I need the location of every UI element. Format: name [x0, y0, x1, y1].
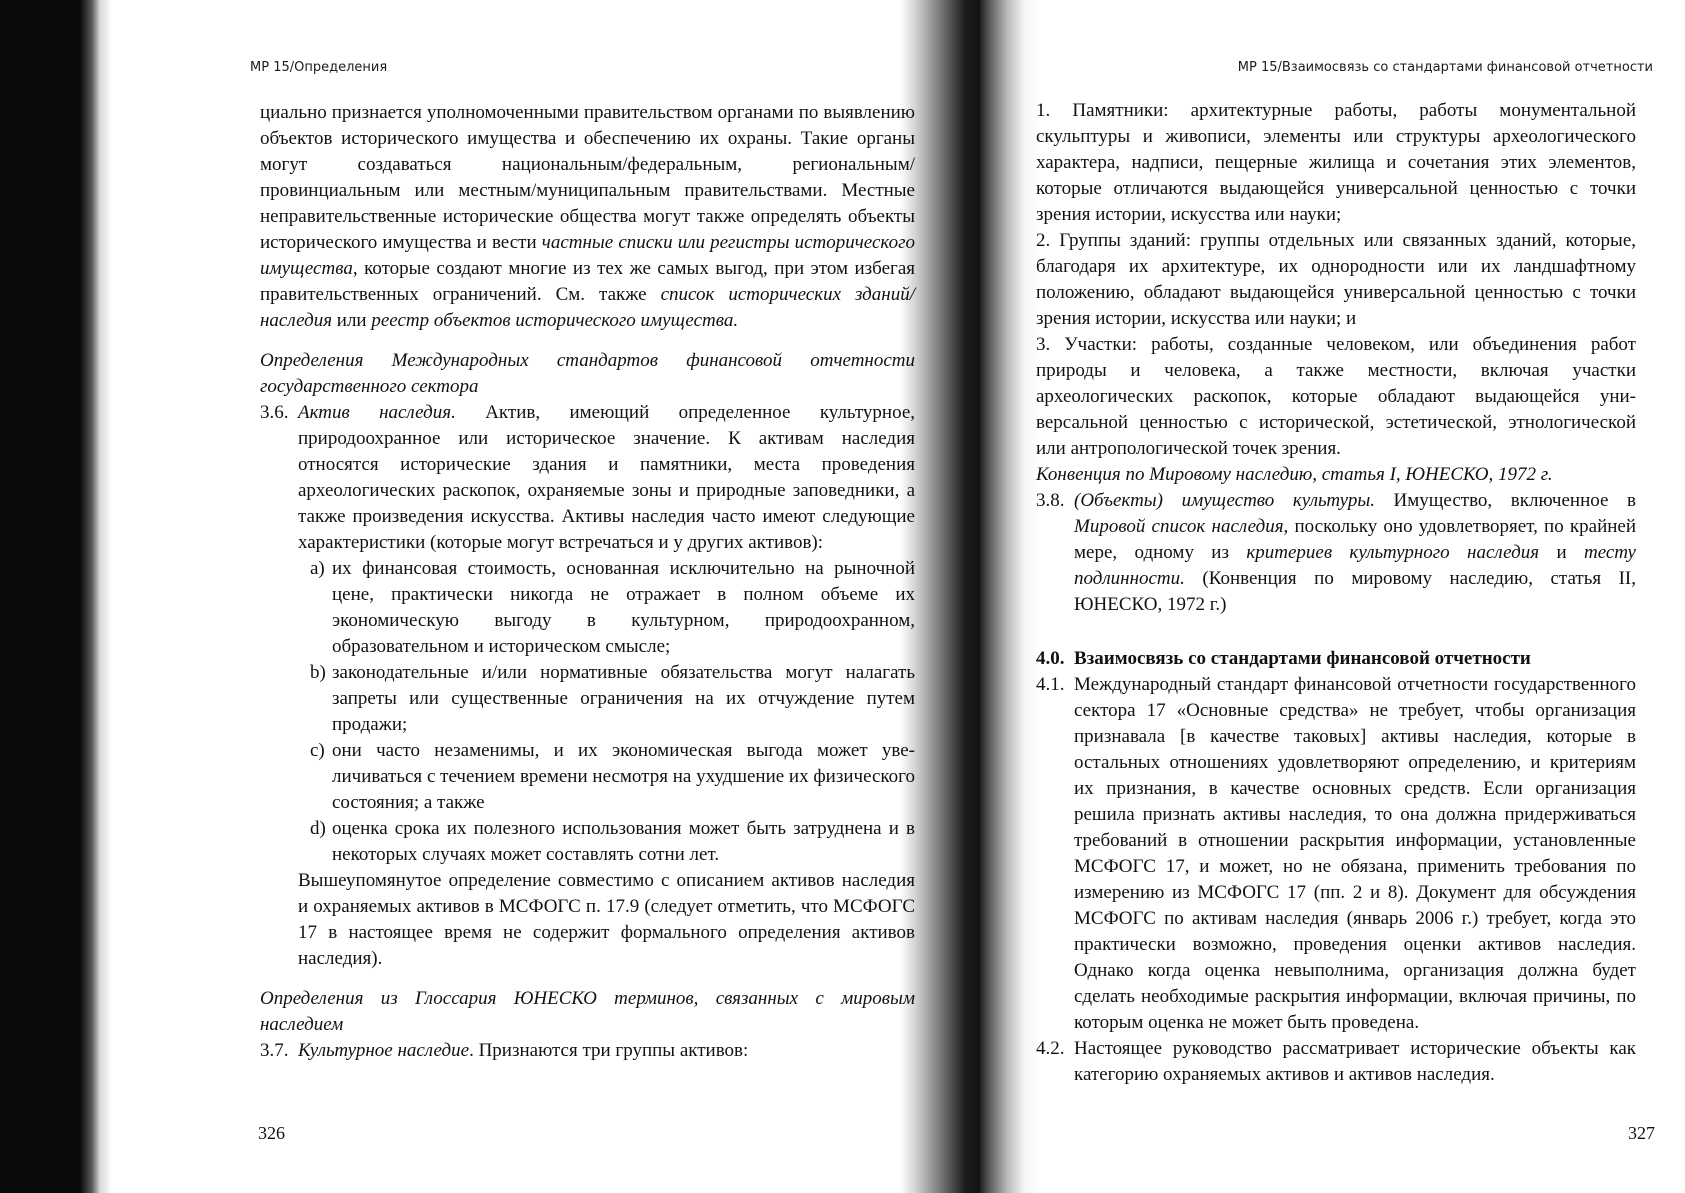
section-body: Международный стандарт финансовой отчетности государственного сектора 17 «Основные средства» не требует, чтобы организация признавала [в качестве таковых] активы наследия, которые в остальных отношениях удовлетворяют определению, и критериям их признания, в качестве основных средств. Если организация решила признать активы наследия, то она должна придерживаться требований в отношении раскрытия информации, установленные МСФОГС 17, и может, но не обязана, применить требования по измерению из МСФОГС 17 (пп. 2 и 8). Документ для обсуждения МСФОГС по активам наследия (январь 2006 г.) требует, когда это практически возможно, проведения оценки активов наследия. Однако когда оценка невыполнима, организация должна будет сделать необходимые раскрытия информации, включая причины, по которым оценка не может быть проведена.: [1074, 674, 1636, 1033]
section-title: Взаимосвязь со стандартами финансовой отчетности: [1074, 648, 1531, 669]
text-run: Актив, имеющий определенное культурное, природоохранное или историческое значение. К активам наследия относятся исторические здания и памятники, места проведения археологических раскопок, охраняемые зоны и природные заповедники, а также произведения искусства. Активы наследия часто имеют следующие характеристики (которые могут встречаться и у других активов):: [298, 402, 915, 553]
text-run: (Конвенция по мировому наследию, статья II, ЮНЕСКО, 1972 г.): [1074, 568, 1636, 615]
text-run: , которые создают многие из тех же самых выгод, при этом избегая правительственных ограничений. См. также: [260, 258, 915, 305]
text-run: циально признается уполномоченными правительством органами по выявлению объектов исторического имущества и обеспечению их охраны. Такие органы могут создаваться национальным/федеральным, региональным/провинциальным или местным/муниципальным правительствами. Местные неправительственные исторические общества могут также определять объекты исторического имущества и вести: [260, 102, 915, 253]
list-item-text: законодательные и/или нормативные обязательства могут налагать запреты или существенные ограничения на их отчуждение путем продажи;: [332, 662, 915, 735]
list-item-text: их финансовая стоимость, основанная исключительно на рыночной цене, практически никогда не отражает в полном объеме их экономическую выгоду в культурном, природоохранном, образовательном и историческом смысле;: [332, 558, 915, 657]
text-run: частные списки или регистры исторического имущества: [260, 232, 915, 279]
unesco-glossary-heading: Определения из Глоссария ЮНЕСКО терминов, связанных с мировым наследием: [260, 988, 915, 1035]
text-run: критериев культурного наследия: [1246, 542, 1540, 563]
list-item: [298, 556, 915, 660]
list-item: [298, 816, 915, 868]
list-item: [298, 660, 915, 738]
text-run: и: [1539, 542, 1584, 563]
section-number: 4.2.: [1036, 1038, 1065, 1059]
section-4-2: [1036, 1036, 1636, 1088]
text-run: Культурное наследие: [298, 1040, 470, 1061]
list-marker: b): [310, 662, 326, 683]
section-body: Настоящее руководство рассматривает исторические объекты как категорию охраняемых активов и активов наследия.: [1074, 1038, 1636, 1085]
right-running-header: МР 15/Взаимосвязь со стандартами финансовой отчетности: [1237, 60, 1653, 75]
section-number: 3.7.: [260, 1040, 289, 1061]
left-running-header: МР 15/Определения: [250, 60, 388, 75]
section-body: [1074, 488, 1636, 618]
section-number: 3.8.: [1036, 490, 1065, 511]
text-run: Мировой список наследия: [1074, 516, 1284, 537]
section-4-0-heading: [1036, 646, 1636, 672]
text-run: реестр объектов исторического имущества.: [371, 310, 739, 331]
text-run: тесту подлинности.: [1074, 542, 1636, 589]
section-number: 4.0.: [1036, 648, 1065, 669]
group-paragraph: 3. Участки: работы, созданные человеком, или объединения работ природы и человека, а также местности, включая участки археологических раскопок, которые обладают выдающейся универсальной ценностью с исторической, эстетической, этнологической или антропологической точек зрения.: [1036, 334, 1636, 459]
section-body: [298, 1038, 915, 1064]
text-run: Актив наследия.: [298, 402, 456, 423]
right-page-text: [1036, 98, 1636, 1088]
page-number: 327: [1628, 1123, 1655, 1143]
section-4-1: [1036, 672, 1636, 1036]
section-3-7: [260, 1038, 915, 1064]
list-item-text: оценка срока их полезного использования может быть затруднена и в некоторых случаях может составлять сотни лет.: [332, 818, 915, 865]
text-run: или: [332, 310, 372, 331]
list-item-text: они часто незаменимы, и их экономическая выгода может увеличиваться с течением времени несмотря на ухудшение их физического состояния; а также: [332, 740, 915, 813]
text-run: , поскольку оно удовлетворяет, по крайней мере, одному из: [1074, 516, 1637, 563]
list-marker: d): [310, 818, 326, 839]
list-marker: a): [310, 558, 325, 579]
list-marker: c): [310, 740, 325, 761]
section-3-6: [260, 400, 915, 972]
text-run: (Объекты) имущество культуры.: [1074, 490, 1375, 511]
text-run: Имущество, включенное в: [1374, 490, 1636, 511]
section-body: Вышеупомянутое определение совместимо с описанием активов наследия и охраняемых активов в МСФОГС п. 17.9 (следует отметить, что МСФОГС 17 в настоящее время не содержит формального определения активов наследия).: [298, 870, 915, 969]
group-paragraph: 1. Памятники: архитектурные работы, работы монументальной скульптуры и живописи, элементы или структуры археологического характера, надписи, пещерные жилища и сочетания этих элементов, которые отличаются выдающейся универсальной ценностью с точки зрения истории, искусства или науки;: [1036, 100, 1636, 225]
list-item: [298, 738, 915, 816]
page-number: 326: [258, 1123, 285, 1143]
text-run: . Признаются три группы активов:: [469, 1040, 749, 1061]
convention-citation: Конвенция по Мировому наследию, статья I, ЮНЕСКО, 1972 г.: [1036, 464, 1553, 485]
section-number: 4.1.: [1036, 674, 1065, 695]
continued-paragraph: [260, 100, 915, 334]
section-number: 3.6.: [260, 402, 289, 423]
section-body: [298, 400, 915, 556]
right-page: [980, 0, 1685, 1193]
group-paragraph: 2. Группы зданий: группы отдельных или связанных зданий, которые, благодаря их архитектуре, их однородности или их ландшафтному положению, обладают выдающейся универсальной ценностью с точки зрения истории, искусства или науки; и: [1036, 230, 1636, 329]
section-3-8: [1036, 488, 1636, 618]
ipsas-definitions-heading: Определения Международных стандартов финансовой отчетности государственного сектора: [260, 350, 915, 397]
text-run: список исторических зданий/наследия: [260, 284, 915, 331]
left-page-text: [260, 100, 915, 1064]
